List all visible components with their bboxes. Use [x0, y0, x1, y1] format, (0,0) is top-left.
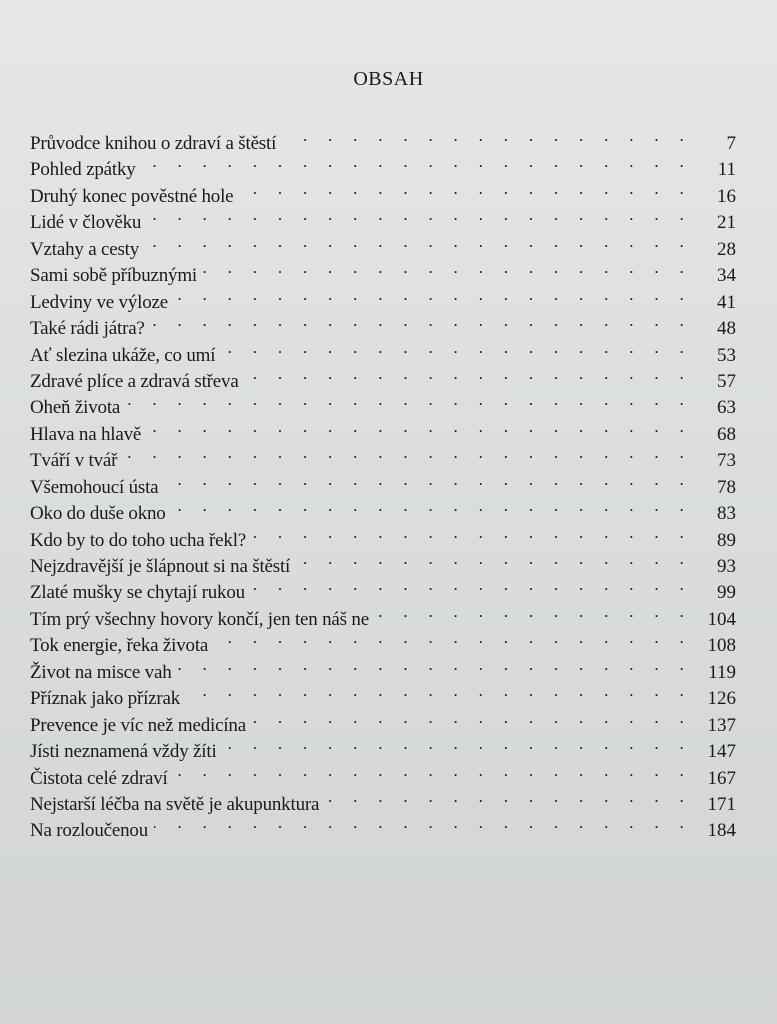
- toc-entry-page-number: 41: [717, 291, 736, 313]
- toc-dot-leader: [123, 440, 692, 466]
- toc-dot-leader: [145, 229, 692, 255]
- toc-entry-page-number: 83: [717, 503, 736, 525]
- toc-dot-leader: [282, 123, 692, 149]
- toc-dot-leader: [214, 625, 692, 651]
- toc-entry-title: Také rádi játra?: [30, 318, 145, 340]
- toc-entry-title: Tváří v tvář: [30, 450, 118, 472]
- toc-dot-leader: [147, 202, 692, 228]
- table-of-contents: [30, 123, 736, 842]
- toc-entry-page-number: 126: [707, 688, 736, 710]
- toc-entry-title: Sami sobě příbuznými: [30, 265, 197, 287]
- toc-entry: [30, 414, 736, 445]
- toc-dot-leader: [375, 599, 692, 625]
- toc-dot-leader: [223, 731, 692, 757]
- toc-dot-leader: [252, 705, 692, 731]
- toc-dot-leader: [154, 810, 692, 836]
- toc-entry-page-number: 16: [717, 185, 736, 207]
- toc-dot-leader: [126, 387, 692, 413]
- toc-entry-page-number: 119: [708, 661, 736, 683]
- toc-dot-leader: [164, 467, 692, 493]
- toc-entry-page-number: 137: [707, 714, 736, 736]
- toc-entry-page-number: 78: [717, 476, 736, 498]
- toc-entry-title: Ať slezina ukáže, co umí: [30, 344, 216, 366]
- toc-entry-page-number: 21: [717, 212, 736, 234]
- toc-entry-title: Lidé v člověku: [30, 212, 142, 234]
- toc-dot-leader: [325, 784, 692, 810]
- toc-entry-title: Pohled zpátky: [30, 159, 136, 181]
- toc-dot-leader: [147, 414, 692, 440]
- toc-entry-page-number: 7: [726, 133, 736, 154]
- toc-dot-leader: [174, 758, 692, 784]
- toc-dot-leader: [245, 361, 692, 387]
- toc-entry: [30, 387, 736, 419]
- toc-entry-title: Ledviny ve výloze: [30, 291, 168, 313]
- toc-entry-page-number: 171: [707, 793, 736, 815]
- toc-entry-page-number: 104: [707, 608, 736, 630]
- toc-entry-page-number: 167: [707, 767, 736, 789]
- toc-entry-page-number: 28: [717, 238, 736, 260]
- toc-dot-leader: [151, 308, 692, 334]
- toc-entry-title: Čistota celé zdraví: [30, 767, 168, 789]
- toc-entry-title: Zlaté mušky se chytají rukou: [30, 582, 245, 604]
- page-heading: OBSAH: [353, 68, 424, 90]
- toc-entry-title: Hlava na hlavě: [30, 423, 142, 445]
- toc-entry-page-number: 63: [717, 397, 736, 419]
- toc-entry-title: Na rozloučenou: [30, 820, 149, 842]
- toc-entry-title: Kdo by to do toho ucha řekl?: [30, 529, 247, 551]
- toc-entry: [30, 467, 736, 498]
- toc-dot-leader: [172, 493, 692, 519]
- toc-entry-page-number: 73: [717, 450, 736, 472]
- toc-entry-title: Tím prý všechny hovory končí, jen ten náš ne: [30, 608, 369, 630]
- toc-dot-leader: [251, 572, 692, 598]
- toc-entry-page-number: 11: [717, 159, 736, 181]
- toc-entry-title: Zdravé plíce a zdravá střeva: [30, 370, 239, 392]
- toc-entry-page-number: 57: [717, 370, 736, 392]
- toc-entry-page-number: 93: [717, 556, 736, 577]
- toc-dot-leader: [221, 335, 692, 361]
- toc-entry-page-number: 108: [707, 635, 736, 657]
- toc-entry-page-number: 68: [717, 423, 736, 445]
- toc-entry-title: Jísti neznamená vždy žíti: [30, 741, 217, 763]
- toc-dot-leader: [174, 282, 692, 308]
- toc-entry-title: Průvodce knihou o zdraví a štěstí: [30, 133, 277, 154]
- toc-dot-leader: [186, 678, 692, 704]
- toc-dot-leader: [142, 149, 692, 175]
- toc-entry: [30, 123, 736, 154]
- toc-dot-leader: [239, 176, 692, 202]
- toc-entry-title: Nejstarší léčba na světě je akupunktura: [30, 793, 320, 815]
- toc-entry: [30, 440, 736, 472]
- toc-dot-leader: [203, 255, 692, 281]
- toc-entry-title: Příznak jako přízrak: [30, 688, 181, 710]
- toc-entry-page-number: 147: [707, 741, 736, 763]
- toc-entry-page-number: 48: [717, 318, 736, 340]
- toc-entry-page-number: 53: [717, 344, 736, 366]
- toc-entry-title: Vztahy a cesty: [30, 238, 140, 260]
- toc-entry-title: Tok energie, řeka života: [30, 635, 209, 657]
- toc-entry-title: Druhý konec pověstné hole: [30, 185, 234, 207]
- toc-entry-title: Život na misce vah: [30, 661, 172, 683]
- toc-entry-title: Oheň života: [30, 397, 121, 419]
- toc-entry-page-number: 184: [707, 820, 736, 842]
- toc-entry-page-number: 34: [717, 265, 736, 287]
- toc-entry-page-number: 89: [717, 529, 736, 551]
- toc-entry-title: Prevence je víc než medicína: [30, 714, 246, 736]
- toc-entry-title: Všemohoucí ústa: [30, 476, 159, 498]
- toc-dot-leader: [252, 520, 692, 546]
- toc-entry-page-number: 99: [717, 582, 736, 604]
- toc-dot-leader: [178, 652, 693, 678]
- toc-entry-title: Oko do duše okno: [30, 503, 166, 525]
- toc-entry-title: Nejzdravější je šlápnout si na štěstí: [30, 556, 291, 577]
- toc-dot-leader: [296, 546, 692, 572]
